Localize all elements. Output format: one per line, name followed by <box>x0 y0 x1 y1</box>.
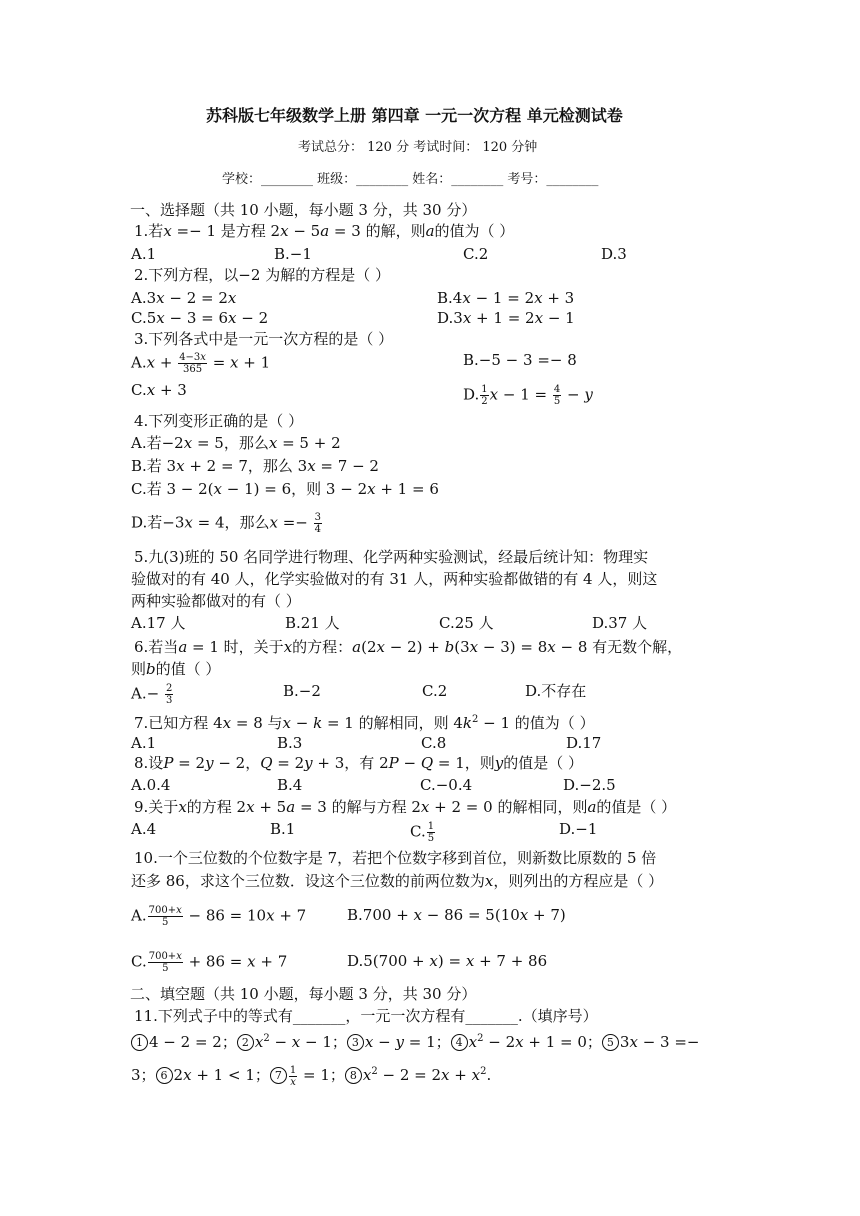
question-6-line1: 6.若当a = 1 时，关于x的方程：a(2x − 2) + b(3x − 3) = 8x − 8 有无数个解， <box>134 638 683 656</box>
question-11-line1: 11.下列式子中的等式有_______，一元一次方程有_______.（填序号） <box>134 1007 598 1025</box>
q6-option-b: B.−2 <box>283 682 321 700</box>
question-11-line3: 3； 6 2x + 1 < 1； 7 $\frac{1}{x}$ = 1； 8 $x^2 - 2 = 2x + x^2$. <box>131 1064 492 1088</box>
question-6-line2: 则b的值（ ） <box>131 660 221 678</box>
q9-option-b: B.1 <box>270 820 296 838</box>
q8-option-b: B.4 <box>277 776 303 794</box>
q5-option-a: A.17 人 <box>131 614 186 632</box>
q9-option-c: C. $\frac{1}{5}$ <box>410 821 435 844</box>
q3-option-a: A.x + $\frac{4-3x}{365}$ = x + 1 <box>131 352 271 375</box>
q2-option-c: C.5x − 3 = 6x − 2 <box>131 309 269 327</box>
q7-option-c: C.8 <box>421 734 447 752</box>
question-5-line2: 验做对的有 40 人，化学实验做对的有 31 人，两种实验都做错的有 4 人，则这 <box>131 570 658 588</box>
q5-option-c: C.25 人 <box>439 614 494 632</box>
question-1: 1.若x =− 1 是方程 2x − 5a = 3 的解，则a的值为（ ） <box>134 222 515 240</box>
q6-option-c: C.2 <box>422 682 448 700</box>
exam-title: 苏科版七年级数学上册 第四章 一元一次方程 单元检测试卷 <box>206 106 623 125</box>
q2-option-b: B.4x − 1 = 2x + 3 <box>437 289 575 307</box>
q10-option-d: D.5(700 + x) = x + 7 + 86 <box>347 952 548 970</box>
q10-option-c: C. $\frac{700+x}{5}$ + 86 = x + 7 <box>131 951 288 974</box>
question-2: 2.下列方程，以−2 为解的方程是（ ） <box>134 266 390 284</box>
q1-option-c: C.2 <box>463 245 489 263</box>
q8-option-a: A.0.4 <box>131 776 171 794</box>
q7-option-d: D.17 <box>566 734 602 752</box>
q8-option-d: D.−2.5 <box>563 776 616 794</box>
q3-option-b: B.−5 − 3 =− 8 <box>463 351 577 369</box>
question-8: 8.设P = 2y − 2，Q = 2y + 3，有 2P − Q = 1，则y的值是（ ） <box>134 754 584 772</box>
question-10-line1: 10.一个三位数的个位数字是 7，若把个位数字移到首位，则新数比原数的 5 倍 <box>134 849 657 867</box>
question-5-line1: 5.九(3)班的 50 名同学进行物理、化学两种实验测试，经最后统计知：物理实 <box>134 548 649 566</box>
q4-option-d: D.若−3x = 4，那么x =− $\frac{3}{4}$ <box>131 512 322 535</box>
question-11-line2: 1 4 − 2 = 2； 2 $x^2 - x - 1$； 3 x − y = 1； 4 $x^2 - 2x + 1 = 0$； 5 3x − 3 =− <box>131 1029 699 1052</box>
question-10-line2: 还多 86，求这个三位数．设这个三位数的前两位数为x，则列出的方程应是（ ） <box>131 872 664 890</box>
exam-info: 考试总分： 120 分 考试时间： 120 分钟 <box>298 140 538 155</box>
q2-option-d: D.3x + 1 = 2x − 1 <box>437 309 575 327</box>
q10-option-b: B.700 + x − 86 = 5(10x + 7) <box>347 906 566 924</box>
q1-option-d: D.3 <box>601 245 627 263</box>
q3-option-d: D. $\frac{1}{2}$ x − 1 = $\frac{4}{5}$ − y <box>463 384 593 407</box>
q6-option-d: D.不存在 <box>525 682 587 700</box>
q2-option-a: A.3x − 2 = 2x <box>131 289 237 307</box>
q5-option-d: D.37 人 <box>592 614 648 632</box>
q4-option-c: C.若 3 − 2(x − 1) = 6，则 3 − 2x + 1 = 6 <box>131 480 439 498</box>
q8-option-c: C.−0.4 <box>420 776 473 794</box>
question-7: 7.已知方程 4x = 8 与x − k = 1 的解相同，则 $4k^2 - 1$ 的值为（ ） <box>134 714 595 732</box>
q7-option-a: A.1 <box>131 734 157 752</box>
q7-option-b: B.3 <box>277 734 303 752</box>
q10-option-a: A. $\frac{700+x}{5}$ − 86 = 10x + 7 <box>131 905 307 928</box>
q9-option-a: A.4 <box>131 820 157 838</box>
question-5-line3: 两种实验都做对的有（ ） <box>131 592 301 610</box>
question-4: 4.下列变形正确的是（ ） <box>134 412 304 430</box>
q9-option-d: D.−1 <box>559 820 598 838</box>
q5-option-b: B.21 人 <box>285 614 340 632</box>
q3-option-c: C.x + 3 <box>131 381 187 399</box>
q6-option-a: A.− $\frac{2}{3}$ <box>131 683 173 706</box>
section1-heading: 一、选择题（共 10 小题，每小题 3 分，共 30 分） <box>130 201 477 219</box>
question-3: 3.下列各式中是一元一次方程的是（ ） <box>134 330 394 348</box>
section2-heading: 二、填空题（共 10 小题，每小题 3 分，共 30 分） <box>130 985 477 1003</box>
q4-option-b: B.若 3x + 2 = 7，那么 3x = 7 − 2 <box>131 457 379 475</box>
student-info: 学校：________ 班级：________ 姓名：________ 考号：________ <box>222 172 599 187</box>
q4-option-a: A.若−2x = 5，那么x = 5 + 2 <box>131 434 341 452</box>
q1-option-b: B.−1 <box>274 245 312 263</box>
question-9: 9.关于x的方程 2x + 5a = 3 的解与方程 2x + 2 = 0 的解相同，则a的值是（ ） <box>134 798 677 816</box>
q1-option-a: A.1 <box>131 245 157 263</box>
